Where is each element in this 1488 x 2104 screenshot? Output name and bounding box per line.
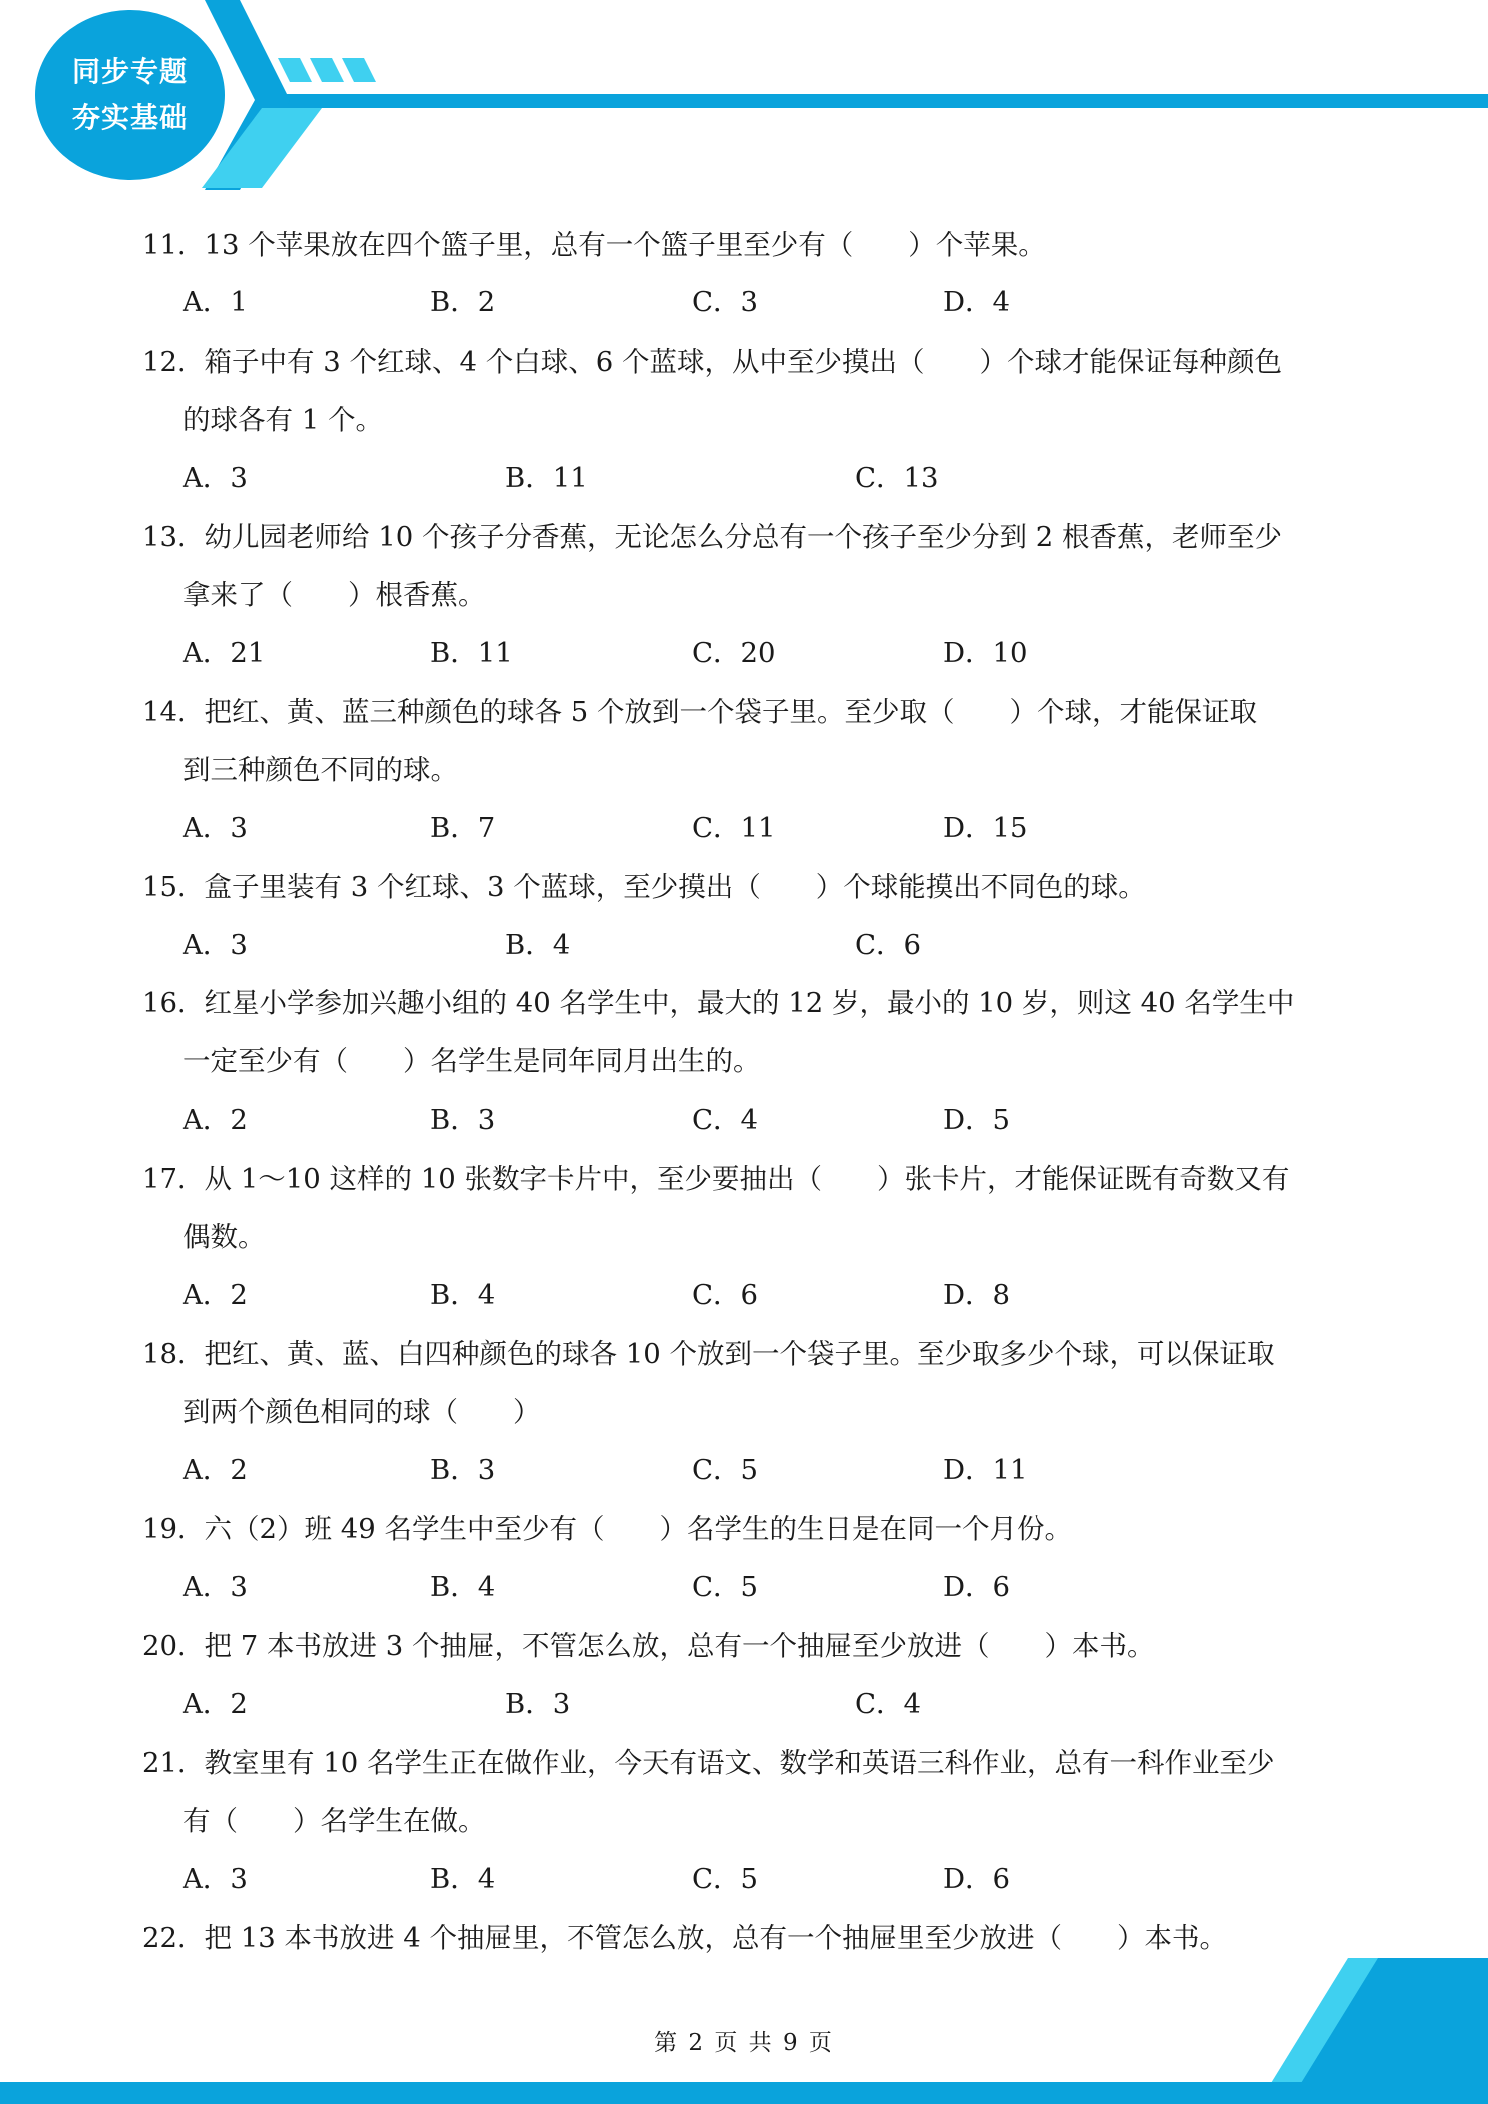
answer-option: B．3: [430, 1104, 496, 1136]
answer-option: C．3: [692, 286, 759, 318]
answer-option: B．4: [430, 1279, 496, 1311]
answer-option: A．3: [183, 1571, 248, 1603]
question-text: 19．六（2）班 49 名学生中至少有（ ）名学生的生日是在同一个月份。: [142, 1513, 1072, 1545]
answer-option: A．3: [183, 929, 248, 961]
answer-option: B．4: [430, 1571, 496, 1603]
answer-option: C．13: [855, 462, 939, 494]
answer-option: A．21: [183, 637, 266, 669]
question-text: 22．把 13 本书放进 4 个抽屉里，不管怎么放，总有一个抽屉里至少放进（ ）本书。: [142, 1922, 1227, 1954]
question-text: 17．从 1～10 这样的 10 张数字卡片中，至少要抽出（ ）张卡片，才能保证既有奇数又有: [142, 1163, 1290, 1195]
question-text: 18．把红、黄、蓝、白四种颜色的球各 10 个放到一个袋子里。至少取多少个球，可以保证取: [142, 1338, 1275, 1370]
answer-option: A．2: [183, 1104, 248, 1136]
question-text-continued: 拿来了（ ）根香蕉。: [183, 579, 486, 611]
question-text-continued: 一定至少有（ ）名学生是同年同月出生的。: [183, 1045, 761, 1077]
answer-option: B．11: [430, 637, 513, 669]
footer-bar: [0, 2082, 1488, 2104]
answer-option: D．5: [943, 1104, 1011, 1136]
answer-option: C．11: [692, 812, 776, 844]
answer-option: C．5: [692, 1863, 759, 1895]
answer-option: D．15: [943, 812, 1028, 844]
question-text-continued: 的球各有 1 个。: [183, 404, 383, 436]
question-text-continued: 到两个颜色相同的球（ ）: [183, 1396, 541, 1428]
badge-line-2: 夯实基础: [71, 101, 188, 134]
question-text: 15．盒子里装有 3 个红球、3 个蓝球，至少摸出（ ）个球能摸出不同色的球。: [142, 871, 1146, 903]
question-text-continued: 有（ ）名学生在做。: [183, 1805, 486, 1837]
answer-option: A．3: [183, 812, 248, 844]
question-text: 13．幼儿园老师给 10 个孩子分香蕉，无论怎么分总有一个孩子至少分到 2 根香蕉，老师至少: [142, 521, 1282, 553]
answer-option: D．4: [943, 286, 1011, 318]
answer-option: C．20: [692, 637, 776, 669]
answer-option: B．4: [505, 929, 571, 961]
answer-option: A．2: [183, 1279, 248, 1311]
corner-decoration: [1268, 1958, 1488, 2088]
answer-option: B．4: [430, 1863, 496, 1895]
question-text: 16．红星小学参加兴趣小组的 40 名学生中，最大的 12 岁，最小的 10 岁，则这 40 名学生中: [142, 987, 1295, 1019]
answer-option: A．2: [183, 1688, 248, 1720]
question-text: 21．教室里有 10 名学生正在做作业，今天有语文、数学和英语三科作业，总有一科作业至少: [142, 1747, 1275, 1779]
answer-option: B．7: [430, 812, 496, 844]
question-text-continued: 到三种颜色不同的球。: [183, 754, 458, 786]
answer-option: C．6: [692, 1279, 759, 1311]
answer-option: D．11: [943, 1454, 1028, 1486]
answer-option: D．6: [943, 1571, 1011, 1603]
answer-option: A．3: [183, 462, 248, 494]
answer-option: C．4: [855, 1688, 922, 1720]
answer-option: C．5: [692, 1454, 759, 1486]
question-text: 14．把红、黄、蓝三种颜色的球各 5 个放到一个袋子里。至少取（ ）个球，才能保证取: [142, 696, 1257, 728]
question-text-continued: 偶数。: [183, 1221, 266, 1253]
page-number: 第 2 页 共 9 页: [654, 2030, 834, 2056]
answer-option: A．1: [183, 286, 248, 318]
answer-option: C．6: [855, 929, 922, 961]
answer-option: C．5: [692, 1571, 759, 1603]
header-badge: [35, 10, 225, 180]
answer-option: B．11: [505, 462, 588, 494]
answer-option: D．10: [943, 637, 1028, 669]
answer-option: B．3: [430, 1454, 496, 1486]
answer-option: D．6: [943, 1863, 1011, 1895]
answer-option: A．2: [183, 1454, 248, 1486]
page-header: [0, 0, 1488, 200]
badge-line-1: 同步专题: [71, 55, 188, 88]
answer-option: B．3: [505, 1688, 571, 1720]
answer-option: D．8: [943, 1279, 1011, 1311]
question-text: 11．13 个苹果放在四个篮子里，总有一个篮子里至少有（ ）个苹果。: [142, 229, 1046, 261]
answer-option: A．3: [183, 1863, 248, 1895]
answer-option: B．2: [430, 286, 496, 318]
answer-option: C．4: [692, 1104, 759, 1136]
question-text: 20．把 7 本书放进 3 个抽屉，不管怎么放，总有一个抽屉至少放进（ ）本书。: [142, 1630, 1155, 1662]
question-text: 12．箱子中有 3 个红球、4 个白球、6 个蓝球，从中至少摸出（ ）个球才能保证每种颜色: [142, 346, 1282, 378]
